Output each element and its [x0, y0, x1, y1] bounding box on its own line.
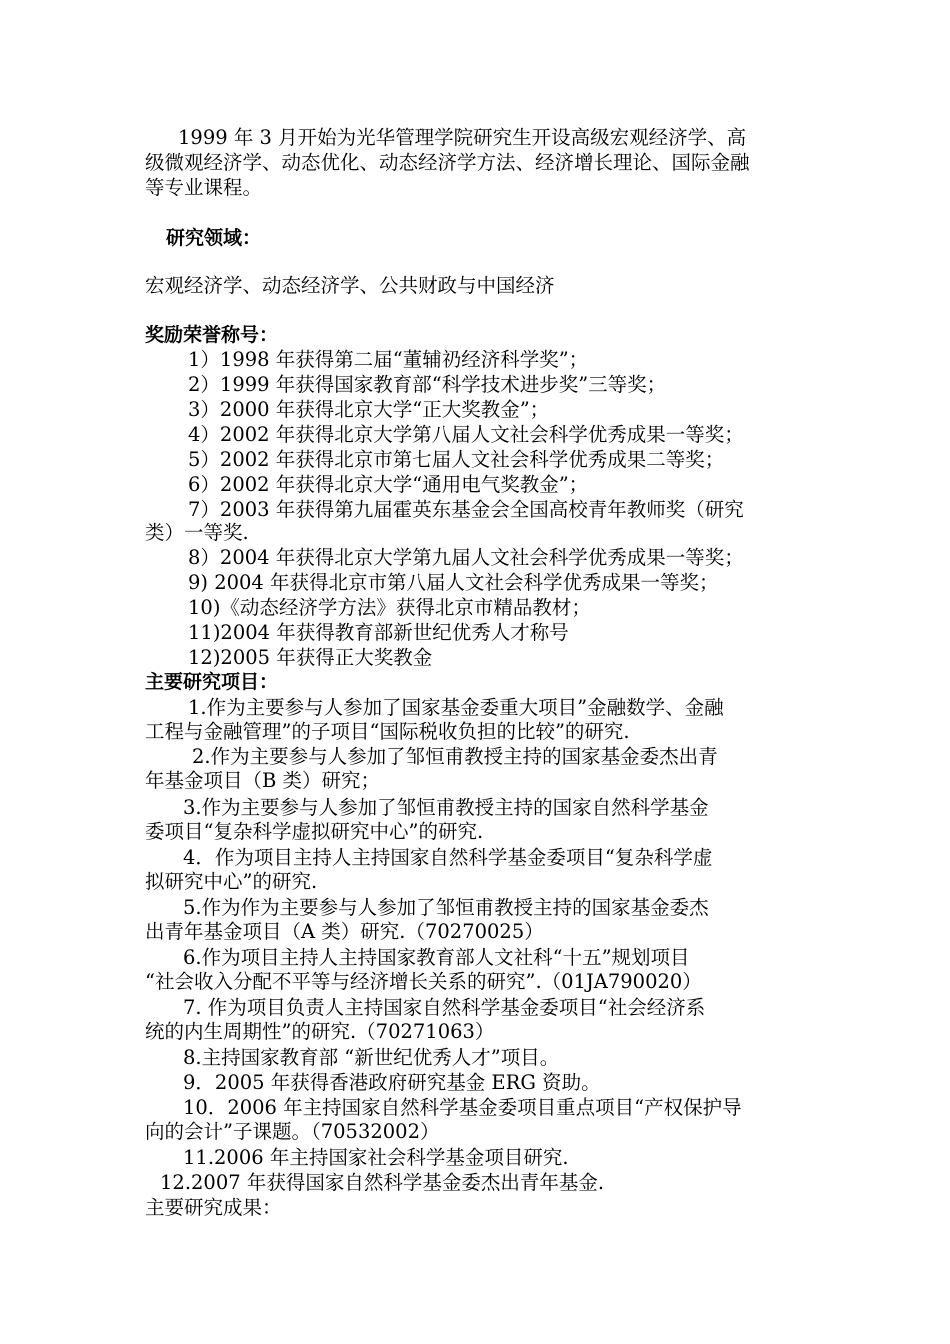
- project-line-12: “社会收入分配不平等与经济增长关系的研究”.（01JA790020）: [145, 970, 702, 993]
- project-line-17: 10．2006 年主持国家自然科学基金委项目重点项目“产权保护导: [183, 1096, 742, 1119]
- award-line-9: 9) 2004 年获得北京市第八届人文社会科学优秀成果一等奖；: [188, 571, 719, 594]
- project-line-7: 4．作为项目主持人主持国家自然科学基金委项目“复杂科学虚: [183, 846, 713, 869]
- award-line-2: 2）1999 年获得国家教育部“科学技术进步奖”三等奖；: [188, 373, 667, 396]
- award-line-10: 10)《动态经济学方法》获得北京市精品教材；: [188, 596, 591, 619]
- award-line-1: 1）1998 年获得第二届“董辅礽经济科学奖”；: [188, 348, 589, 371]
- research-field-text: 宏观经济学、动态经济学、公共财政与中国经济: [145, 274, 555, 297]
- award-line-7: 7）2003 年获得第九届霍英东基金会全国高校青年教师奖（研究: [188, 498, 744, 521]
- project-line-2: 工程与金融管理”的子项目“国际税收负担的比较”的研究.: [145, 720, 630, 743]
- project-line-15: 8.主持国家教育部 “新世纪优秀人才”项目。: [183, 1046, 560, 1069]
- project-line-9: 5.作为作为主要参与人参加了邹恒甫教授主持的国家基金委杰: [183, 896, 709, 919]
- project-line-10: 出青年基金项目（A 类）研究.（70270025）: [145, 920, 544, 943]
- award-line-4: 4）2002 年获得北京大学第八届人文社会科学优秀成果一等奖；: [188, 423, 744, 446]
- awards-heading: 奖励荣誉称号：: [145, 324, 279, 346]
- intro-line-1: 1999 年 3 月开始为光华管理学院研究生开设高级宏观经济学、高: [178, 126, 747, 149]
- award-line-7-cont: 类）一等奖.: [145, 521, 249, 544]
- project-line-3: 2.作为主要参与人参加了邹恒甫教授主持的国家基金委杰出青: [192, 745, 718, 768]
- award-line-6: 6）2002 年获得北京大学“通用电气奖教金”；: [188, 473, 589, 496]
- project-line-20: 12.2007 年获得国家自然科学基金委杰出青年基金.: [160, 1171, 605, 1194]
- project-line-5: 3.作为主要参与人参加了邹恒甫教授主持的国家自然科学基金: [183, 796, 709, 819]
- award-line-5: 5）2002 年获得北京市第七届人文社会科学优秀成果二等奖；: [188, 448, 725, 471]
- project-line-8: 拟研究中心”的研究.: [145, 870, 318, 893]
- intro-line-2: 级微观经济学、动态优化、动态经济学方法、经济增长理论、国际金融: [145, 151, 750, 174]
- project-line-4: 年基金项目（B 类）研究；: [145, 769, 381, 792]
- project-line-19: 11.2006 年主持国家社会科学基金项目研究.: [183, 1146, 569, 1169]
- award-line-3: 3）2000 年获得北京大学“正大奖教金”；: [188, 398, 550, 421]
- project-line-13: 7. 作为项目负责人主持国家自然科学基金委项目“社会经济系: [183, 996, 706, 1019]
- project-line-1: 1.作为主要参与人参加了国家基金委重大项目”金融数学、金融: [188, 696, 724, 719]
- intro-line-3: 等专业课程。: [145, 176, 263, 199]
- award-line-8: 8）2004 年获得北京大学第九届人文社会科学优秀成果一等奖；: [188, 546, 744, 569]
- award-line-11: 11)2004 年获得教育部新世纪优秀人才称号: [188, 621, 569, 644]
- project-line-11: 6.作为项目主持人主持国家教育部人文社科“十五”规划项目: [183, 946, 690, 969]
- projects-heading: 主要研究项目：: [145, 671, 279, 693]
- project-line-16: 9．2005 年获得香港政府研究基金 ERG 资助。: [183, 1071, 601, 1094]
- project-line-6: 委项目“复杂科学虚拟研究中心”的研究.: [145, 820, 484, 843]
- project-line-18: 向的会计”子课题。（70532002）: [145, 1120, 440, 1143]
- award-line-12: 12)2005 年获得正大奖教金: [188, 646, 433, 669]
- project-line-14: 统的内生周期性”的研究.（70271063）: [145, 1020, 495, 1043]
- research-field-heading: 研究领域：: [166, 227, 262, 249]
- results-heading: 主要研究成果：: [145, 1196, 282, 1219]
